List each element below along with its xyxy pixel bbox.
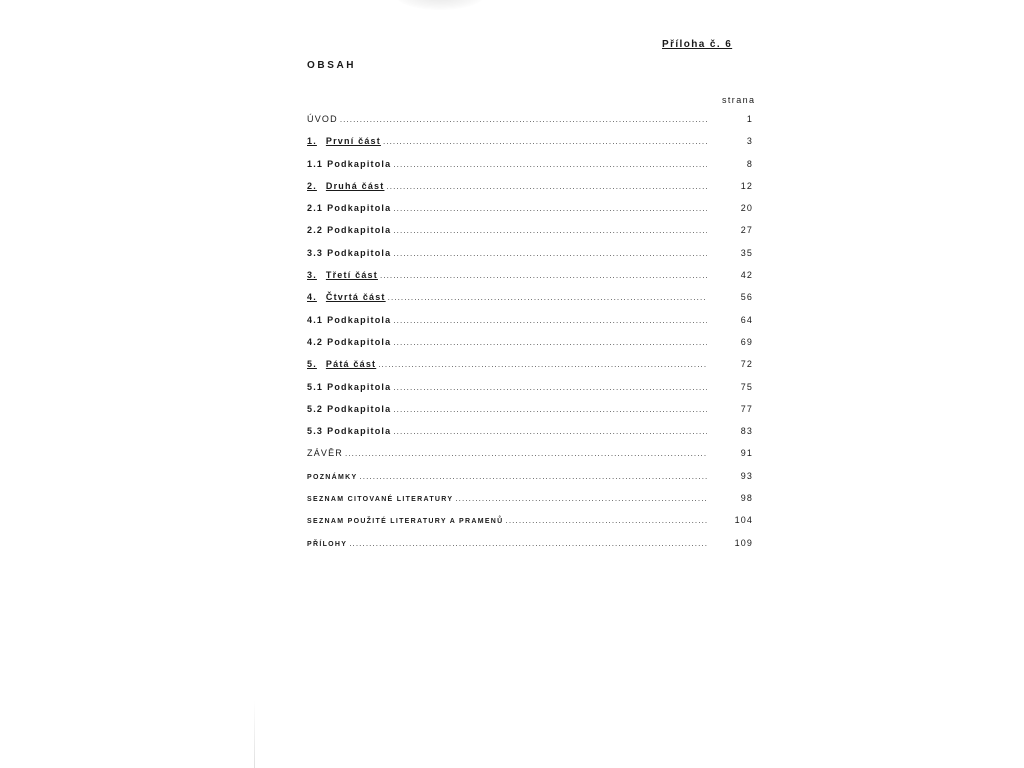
toc-dot-leader [359,472,707,481]
toc-dot-leader [388,293,707,302]
toc-entry-title [307,382,391,392]
toc-entry-page: 77 [740,403,753,414]
annex-label: Příloha č. 6 [662,39,733,50]
toc-entry [307,225,753,247]
toc-entry-page: 69 [740,336,753,347]
toc-dot-leader [378,360,707,369]
toc-entry-title [307,292,386,302]
toc-dot-leader [380,271,707,280]
toc-entry-label: Podkapitola [327,247,392,258]
toc-entry [307,538,753,560]
toc-entry-title [307,359,376,369]
toc-entry-title [307,474,357,481]
toc-entry-label: Podkapitola [327,158,392,169]
toc-entry-page: 91 [740,448,753,459]
toc-entry-label: Podkapitola [327,336,392,347]
toc-entry-number: 2.2 [307,225,324,236]
toc-entry-label: Podkapitola [327,403,392,414]
toc-entry [307,471,753,493]
toc-entry-title [307,448,343,458]
toc-entry-label: SEZNAM CITOVANÉ LITERATURY [307,496,454,504]
toc-dot-leader [345,449,707,458]
toc-entry-page: 75 [740,381,753,392]
toc-entry-title [307,225,391,235]
toc-dot-leader [393,405,707,414]
toc-entry-title [307,496,453,503]
toc-entry-number: 5.2 [307,403,324,414]
toc-entry-number: 4. [307,292,317,303]
toc-entry-title [307,404,391,414]
toc-entry [307,493,753,515]
toc-entry-number: 1.1 [307,158,324,169]
toc-entry-label: Podkapitola [327,225,392,236]
toc-dot-leader [393,160,707,169]
toc-entry-title [307,248,391,258]
toc-entry [307,337,753,359]
toc-list [307,114,753,560]
toc-entry-number: 4.1 [307,314,324,325]
toc-entry-number: 2.1 [307,203,324,214]
toc-dot-leader [349,539,707,548]
toc-entry-page: 93 [740,470,753,481]
toc-entry-page: 83 [740,426,753,437]
toc-entry-page: 27 [740,225,753,236]
toc-dot-leader [340,115,707,124]
toc-entry-page: 98 [740,493,753,504]
toc-entry [307,136,753,158]
toc-entry-page: 1 [746,114,753,124]
toc-entry-title [307,426,391,436]
toc-entry-label: POZNÁMKY [307,473,358,481]
toc-entry-number: 3.3 [307,247,324,258]
toc-dot-leader [393,204,707,213]
toc-entry-page: 35 [740,247,753,258]
toc-dot-leader [383,137,707,146]
toc-entry-label: ÚVOD [307,114,338,124]
toc-dot-leader [386,182,707,191]
toc-entry-page: 3 [746,136,753,147]
toc-entry-title [307,181,384,191]
toc-entry-label: Druhá část [325,180,385,191]
toc-entry [307,203,753,225]
toc-entry-number: 3. [307,270,317,281]
toc-entry-number: 5.1 [307,381,324,392]
toc-entry [307,292,753,314]
toc-entry [307,448,753,470]
toc-entry-number: 1. [307,136,317,147]
toc-entry-page: 109 [734,537,753,548]
toc-entry-label: Pátá část [325,359,377,370]
toc-entry-title [307,136,381,146]
toc-entry-label: Podkapitola [327,381,392,392]
toc-entry-page: 64 [740,314,753,325]
toc-entry [307,315,753,337]
toc-entry-title [307,315,391,325]
toc-entry-page: 12 [740,180,753,191]
toc-entry-number: 5.3 [307,426,324,437]
toc-entry-page: 104 [734,515,753,526]
toc-entry-title [307,114,338,124]
toc-entry-page: 20 [740,203,753,214]
toc-entry-page: 8 [746,158,753,169]
toc-title: OBSAH [307,60,357,71]
toc-dot-leader [393,316,707,325]
toc-dot-leader [506,516,707,525]
toc-entry-page: 56 [740,292,753,303]
toc-entry [307,426,753,448]
toc-entry-page: 42 [740,270,753,281]
toc-entry-label: Čtvrtá část [325,292,386,303]
toc-entry-page: 72 [740,359,753,370]
toc-entry-label: PŘÍLOHY [307,540,348,548]
toc-entry [307,404,753,426]
toc-entry-label: ZÁVĚR [307,448,344,459]
toc-dot-leader [393,383,707,392]
toc-entry [307,359,753,381]
toc-dot-leader [455,494,707,503]
toc-entry-title [307,541,347,548]
toc-dot-leader [393,427,707,436]
toc-entry-number: 4.2 [307,336,324,347]
toc-entry [307,515,753,537]
page-column-header: strana [722,95,756,105]
toc-entry [307,114,753,136]
toc-dot-leader [393,226,707,235]
toc-entry [307,248,753,270]
toc-entry-title [307,518,504,525]
toc-entry-label: SEZNAM POUŽITÉ LITERATURY A PRAMENŮ [307,518,504,526]
toc-entry-label: Podkapitola [327,314,392,325]
toc-entry-label: První část [325,136,381,147]
toc-entry-title [307,203,391,213]
toc-entry [307,270,753,292]
toc-entry-title [307,337,391,347]
toc-entry [307,382,753,404]
toc-entry [307,159,753,181]
toc-entry-title [307,270,378,280]
toc-entry-label: Podkapitola [327,203,392,214]
toc-dot-leader [393,338,707,347]
toc-entry-title [307,159,391,169]
toc-entry-label: Třetí část [325,270,378,281]
scan-shadow [395,0,485,10]
toc-entry-label: Podkapitola [327,426,392,437]
toc-entry-number: 2. [307,180,317,191]
page-edge [254,700,255,768]
toc-entry [307,181,753,203]
toc-dot-leader [393,249,707,258]
toc-entry-number: 5. [307,359,317,370]
